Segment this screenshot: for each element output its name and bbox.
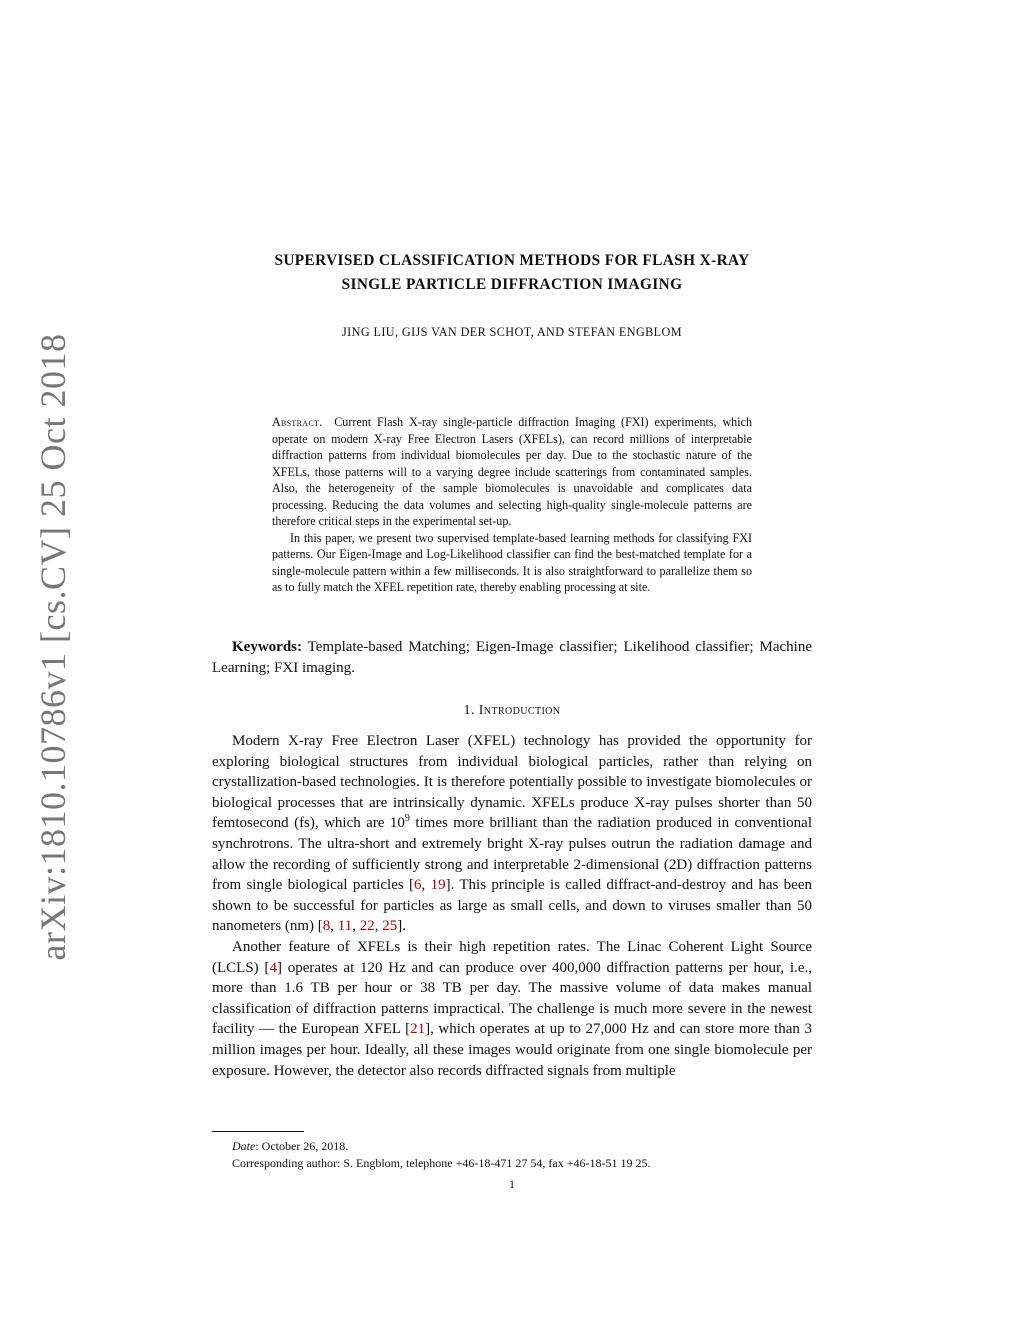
intro-text: times more brilliant than the radiation produced in conventional synchrotrons. The ultra-short and extremely bright X-ray pulses outrun the radiation damage and allow the recording of sufficiently strong and interpretable 2-dimensional (2D) diffraction patterns from single biological particles [ bbox=[212, 815, 812, 894]
paper-title bbox=[200, 249, 824, 297]
page-number: 1 bbox=[509, 1177, 515, 1191]
keywords bbox=[212, 637, 812, 679]
author-list: JING LIU, GIJS VAN DER SCHOT, AND STEFAN ENGBLOM bbox=[342, 325, 682, 339]
date-value: : October 26, 2018. bbox=[255, 1139, 349, 1153]
abstract bbox=[272, 414, 752, 596]
citation-separator: , bbox=[330, 918, 338, 935]
intro-text: Another feature of XFELs is their high repetition rates. The Linac Coherent Light Source (LCLS) [ bbox=[212, 938, 812, 976]
arxiv-identifier: arXiv:1810.10786v1 [cs.CV] 25 Oct 2018 bbox=[33, 333, 73, 961]
power-base: 10 bbox=[389, 815, 405, 832]
citation-link[interactable]: 4 bbox=[269, 959, 277, 976]
abstract-text-1: Current Flash X-ray single-particle diffraction Imaging (FXI) experiments, which operate on modern X-ray Free Electron Lasers (XFELs), can record millions of interpretable diffraction patterns from individual biomolecules per day. Due to the stochastic nature of the XFELs, those patterns will to a varying degree include scatterings from contaminated samples. Also, the heterogeneity of the sample biomolecules is unavoidable and complicates data processing. Reducing the data volumes and selecting high-quality single-molecule patterns are therefore critical steps in the experimental set-up. bbox=[272, 415, 753, 528]
keywords-text: Template-based Matching; Eigen-Image classifier; Likelihood classifier; Machine Learning; FXI imaging. bbox=[212, 639, 812, 676]
intro-paragraph-2 bbox=[212, 937, 812, 1081]
citation-link[interactable]: 22 bbox=[359, 918, 375, 935]
footnote-corresponding-author: Corresponding author: S. Engblom, telephone +46-18-471 27 54, fax +46-18-51 19 25. bbox=[232, 1156, 651, 1170]
keywords-label: Keywords: bbox=[232, 639, 302, 655]
citation-link[interactable]: 19 bbox=[430, 877, 446, 894]
date-label: Date bbox=[232, 1139, 256, 1153]
citation-link[interactable]: 6 bbox=[414, 877, 422, 894]
intro-text: ] operates at 120 Hz and can produce over 400,000 diffraction patterns per hour, i.e., more than 1.6 TB per hour or 38 TB per day. The massive volume of data makes manual classification of diffraction patterns impractical. The challenge is much more severe in the newest facility — the European XFEL [ bbox=[212, 959, 812, 1038]
citation-separator: , bbox=[374, 918, 383, 935]
citation-link[interactable]: 8 bbox=[322, 918, 331, 935]
section-heading: 1. Introduction bbox=[463, 703, 561, 718]
citation-link[interactable]: 21 bbox=[410, 1021, 426, 1038]
citation-link[interactable]: 11 bbox=[337, 918, 353, 935]
footnotes bbox=[212, 1138, 812, 1172]
intro-text: Modern X-ray Free Electron Laser (XFEL) technology has provided the opportunity for exploring biological structures from individual biological particles, rather than relying on crystallization-based technologies. It is therefore potentially possible to investigate biomolecules or biological processes that are intrinsically dynamic. XFELs produce X-ray pulses shorter than 50 femtosecond (fs), which are bbox=[212, 733, 812, 832]
power-exponent: 9 bbox=[404, 813, 410, 825]
footnote-rule bbox=[212, 1131, 304, 1132]
intro-paragraph-1 bbox=[212, 731, 812, 937]
intro-text: ]. This principle is called diffract-and-destroy and has been shown to be successful for particles as large as small cells, and down to viruses smaller than 50 nanometers (nm) [ bbox=[212, 877, 812, 935]
title-line-2: SINGLE PARTICLE DIFFRACTION IMAGING bbox=[341, 276, 683, 293]
intro-text: ]. bbox=[397, 918, 406, 935]
citation-link[interactable]: 25 bbox=[382, 918, 398, 935]
introduction-body bbox=[212, 731, 812, 1081]
citation-separator: , bbox=[421, 877, 431, 894]
abstract-paragraph-2: In this paper, we present two supervised template-based learning methods for classifying FXI patterns. Our Eigen-Image and Log-Likelihood classifier can find the best-matched template for a single-molecule pattern within a few milliseconds. It is also straightforward to parallelize them so as to fully match the XFEL repetition rate, thereby enabling processing at site. bbox=[272, 530, 752, 594]
citation-separator: , bbox=[352, 918, 360, 935]
abstract-paragraph-1 bbox=[272, 414, 752, 530]
footnote-date bbox=[212, 1138, 812, 1155]
abstract-heading: Abstract. bbox=[272, 415, 323, 429]
title-line-1: SUPERVISED CLASSIFICATION METHODS FOR FLASH X-RAY bbox=[274, 252, 750, 269]
intro-text: ], which operates at up to 27,000 Hz and can store more than 3 million images per hour. Ideally, all these images would originate from one single biomolecule per exposure. However, the detector also records diffracted signals from multiple bbox=[212, 1021, 812, 1079]
